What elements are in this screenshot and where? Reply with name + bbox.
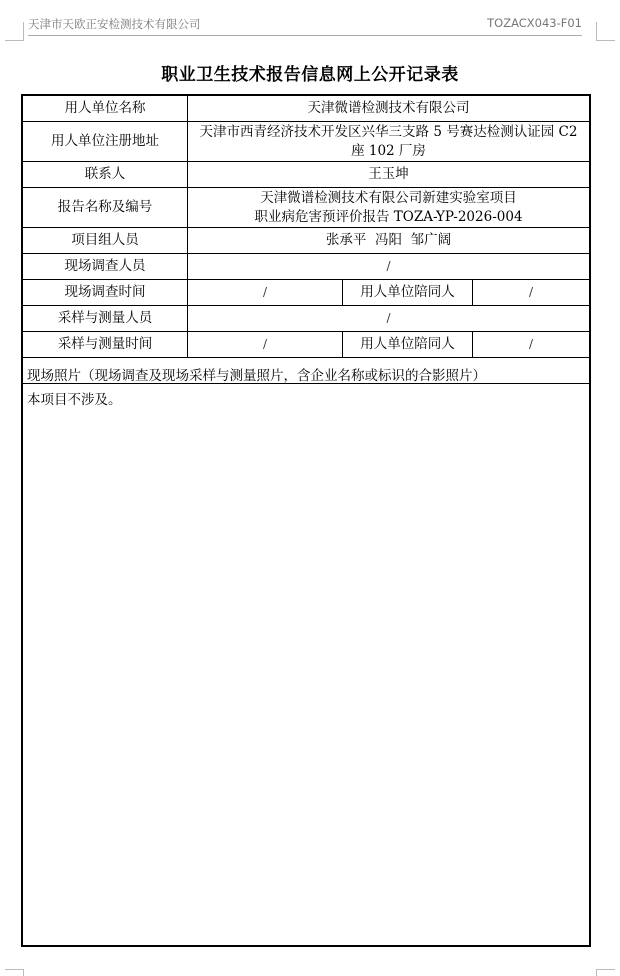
photos-label: 现场照片（现场调查及现场采样与测量照片，含企业名称或标识的合影照片） [27,368,486,384]
table-row [23,122,589,162]
sampling-staff-label: 采样与测量人员 [23,306,188,331]
sampling-escort-label: 用人单位陪同人 [343,332,473,357]
table-row [23,306,589,332]
table-row [23,188,589,228]
table-row [23,280,589,306]
crop-mark-top-left [5,22,24,41]
survey-staff-label: 现场调查人员 [23,254,188,279]
employer-name-value: 天津微谱检测技术有限公司 [307,100,470,116]
team-value: 张承平 冯阳 邹广阔 [325,232,452,248]
contact-value: 王玉坤 [368,166,409,182]
address-value: 天津市西青经济技术开发区兴华三支路 5 号赛达检测认证园 C2 座 102 厂房 [199,123,578,159]
survey-escort-label: 用人单位陪同人 [343,280,473,305]
table-row [23,254,589,280]
report-label: 报告名称及编号 [23,188,188,227]
photos-note: 本项目不涉及。 [27,392,122,408]
record-table [21,94,591,947]
document-title: 职业卫生技术报告信息网上公开记录表 [161,65,459,85]
survey-time-label: 现场调查时间 [23,280,188,305]
crop-mark-bottom-left [5,969,24,976]
team-label: 项目组人员 [23,228,188,253]
crop-mark-top-right [596,22,615,41]
header-divider [28,35,582,36]
survey-escort-value: / [528,285,534,299]
sampling-time-label: 采样与测量时间 [23,332,188,357]
sampling-time-value: / [188,332,343,357]
header-company: 天津市天欧正安检测技术有限公司 [28,17,201,31]
table-row [23,96,589,122]
survey-time-value: / [188,280,343,305]
crop-mark-bottom-right [596,969,615,976]
address-label: 用人单位注册地址 [23,122,188,161]
header-form-code: TOZACX043-F01 [487,16,582,30]
table-row [23,228,589,254]
survey-staff-value: / [386,259,391,273]
sampling-staff-value: / [386,311,391,325]
report-name-line: 天津微谱检测技术有限公司新建实验室项目 [260,189,517,206]
table-row [23,332,589,358]
employer-name-label: 用人单位名称 [23,96,188,121]
page-header [28,16,582,34]
report-number-line: 职业病危害预评价报告 TOZA-YP-2026-004 [254,208,523,225]
contact-label: 联系人 [23,162,188,187]
table-row [23,162,589,188]
report-value [188,188,589,227]
sampling-escort-value: / [528,337,534,351]
